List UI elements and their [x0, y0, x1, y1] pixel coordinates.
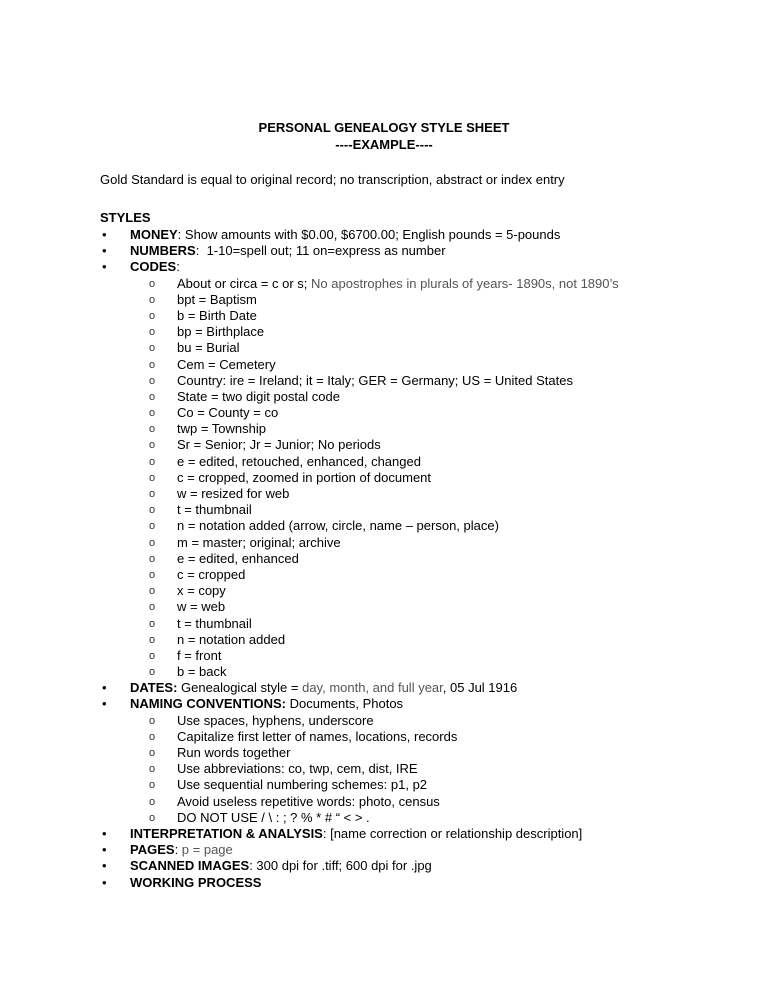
bullet-item — [100, 826, 720, 842]
sub-bullet-item — [100, 405, 720, 421]
document-title: PERSONAL GENEALOGY STYLE SHEET — [258, 120, 510, 135]
circle-bullet-icon: o — [149, 536, 156, 549]
item-text: f = front — [177, 647, 222, 663]
sub-bullet-item — [100, 470, 720, 486]
sub-bullet-item — [100, 745, 720, 761]
item-text: n = notation added (arrow, circle, name – person, place) — [177, 518, 499, 534]
circle-bullet-icon: o — [149, 730, 156, 743]
sub-bullet-item — [100, 599, 720, 615]
sub-bullet-item — [100, 373, 720, 389]
item-text: Capitalize first letter of names, locations, records — [177, 728, 458, 744]
circle-bullet-icon: o — [149, 390, 156, 403]
item-text: e = edited, enhanced — [177, 550, 299, 566]
bullet-icon: • — [102, 696, 107, 712]
item-text: : 1-10=spell out; 11 on=express as number — [195, 243, 446, 259]
sub-bullet-item — [100, 535, 720, 551]
circle-bullet-icon: o — [149, 666, 156, 679]
item-text: t = thumbnail — [177, 502, 252, 518]
bullet-item — [100, 243, 720, 259]
circle-bullet-icon: o — [149, 407, 156, 420]
sub-bullet-item — [100, 421, 720, 437]
sub-bullet-item — [100, 340, 720, 356]
circle-bullet-icon: o — [149, 714, 156, 727]
item-label: INTERPRETATION & ANALYSIS — [130, 825, 323, 841]
sub-bullet-item — [100, 324, 720, 340]
sub-bullet-item — [100, 648, 720, 664]
sub-bullet-item — [100, 518, 720, 534]
item-text: Run words together — [177, 745, 291, 760]
bullet-item — [100, 842, 720, 858]
circle-bullet-icon: o — [149, 552, 156, 565]
sub-bullet-item — [100, 777, 720, 793]
bullet-icon: • — [102, 874, 107, 890]
sub-bullet-item — [100, 567, 720, 583]
bullet-item — [100, 259, 720, 275]
item-text: Avoid useless repetitive words: photo, census — [177, 793, 440, 809]
circle-bullet-icon: o — [149, 811, 156, 824]
item-text: bu = Burial — [177, 340, 240, 356]
styles-list — [100, 227, 720, 891]
item-text: : 300 dpi for .tiff; 600 dpi for .jpg — [249, 858, 432, 874]
item-text: : — [174, 842, 182, 858]
item-text: n = notation added — [177, 631, 286, 647]
item-text: m = master; original; archive — [177, 534, 341, 550]
item-text: t = thumbnail — [177, 615, 252, 631]
sub-bullet-item — [100, 357, 720, 373]
sub-bullet-item — [100, 389, 720, 405]
item-text: bp = Birthplace — [177, 324, 265, 340]
circle-bullet-icon: o — [149, 585, 156, 598]
sub-bullet-item — [100, 437, 720, 453]
item-label: PAGES — [130, 842, 175, 858]
bullet-item — [100, 875, 720, 891]
circle-bullet-icon: o — [149, 795, 156, 808]
circle-bullet-icon: o — [149, 471, 156, 484]
circle-bullet-icon: o — [149, 423, 156, 436]
circle-bullet-icon: o — [149, 342, 156, 355]
item-text: Country: ire = Ireland; it = Italy; GER = Germany; US = United States — [177, 372, 573, 388]
sub-bullet-item — [100, 454, 720, 470]
item-text: DO NOT USE / \ : ; ? % * # “ < > . — [177, 809, 370, 825]
item-text: : Show amounts with $0.00, $6700.00; English pounds = 5-pounds — [177, 227, 561, 242]
bullet-icon: • — [102, 858, 107, 874]
item-text: No apostrophes in plurals of years- 1890s, not 1890’s — [311, 275, 619, 291]
bullet-icon: • — [102, 825, 107, 841]
sub-bullet-item — [100, 713, 720, 729]
sub-bullet-item — [100, 616, 720, 632]
item-text: : [name correction or relationship description] — [322, 825, 583, 841]
circle-bullet-icon: o — [149, 520, 156, 533]
sub-bullet-item — [100, 794, 720, 810]
sub-bullet-item — [100, 761, 720, 777]
circle-bullet-icon: o — [149, 649, 156, 662]
circle-bullet-icon: o — [149, 747, 156, 759]
circle-bullet-icon: o — [149, 374, 156, 387]
item-text: Use abbreviations: co, twp, cem, dist, IRE — [177, 761, 418, 777]
circle-bullet-icon: o — [149, 293, 156, 306]
item-text: Cem = Cemetery — [177, 356, 276, 372]
sub-bullet-item — [100, 486, 720, 502]
circle-bullet-icon: o — [149, 277, 156, 290]
item-text: Use sequential numbering schemes: p1, p2 — [177, 777, 428, 793]
item-text: w = web — [177, 599, 226, 615]
sub-bullet-item — [100, 502, 720, 518]
sub-bullet-item — [100, 583, 720, 599]
item-label: NAMING CONVENTIONS: — [130, 696, 286, 712]
circle-bullet-icon: o — [149, 455, 156, 468]
bullet-icon: • — [102, 259, 107, 275]
circle-bullet-icon: o — [149, 488, 156, 500]
document-subtitle: ----EXAMPLE---- — [335, 137, 433, 152]
bullet-item — [100, 858, 720, 874]
sub-bullet-item — [100, 308, 720, 324]
sub-bullet-item — [100, 810, 720, 826]
item-text: : — [176, 259, 180, 275]
section-heading: STYLES — [100, 210, 151, 225]
item-text: Documents, Photos — [286, 696, 404, 712]
item-text: day, month, and full year — [302, 680, 443, 696]
circle-bullet-icon: o — [149, 617, 156, 630]
item-label: DATES: — [130, 680, 178, 696]
item-text: About or circa = c or s; — [177, 275, 312, 291]
item-text: e = edited, retouched, enhanced, changed — [177, 453, 421, 469]
item-text: Use spaces, hyphens, underscore — [177, 712, 374, 728]
bullet-item — [100, 696, 720, 712]
bullet-icon: • — [102, 243, 107, 259]
item-text: , 05 Jul 1916 — [442, 680, 518, 696]
circle-bullet-icon: o — [149, 601, 156, 614]
circle-bullet-icon: o — [149, 568, 156, 581]
sub-bullet-item — [100, 276, 720, 292]
circle-bullet-icon: o — [149, 763, 156, 776]
item-label: NUMBERS — [130, 243, 196, 259]
item-text: c = cropped — [177, 566, 246, 582]
item-text: Co = County = co — [177, 405, 279, 421]
item-text: b = Birth Date — [177, 307, 257, 323]
circle-bullet-icon: o — [149, 358, 156, 371]
item-text: Genealogical style = — [177, 680, 303, 696]
item-text: c = cropped, zoomed in portion of document — [177, 469, 432, 485]
item-label: MONEY — [130, 227, 178, 242]
circle-bullet-icon: o — [149, 504, 156, 517]
bullet-icon: • — [102, 842, 107, 858]
circle-bullet-icon: o — [149, 779, 156, 792]
item-label: SCANNED IMAGES — [130, 858, 250, 874]
item-text: b = back — [177, 664, 227, 680]
sub-bullet-item — [100, 292, 720, 308]
circle-bullet-icon: o — [149, 326, 156, 339]
item-text: x = copy — [177, 583, 226, 599]
item-label: CODES — [130, 259, 177, 275]
bullet-item — [100, 680, 720, 696]
sub-bullet-item — [100, 551, 720, 567]
sub-bullet-item — [100, 632, 720, 648]
bullet-item — [100, 227, 720, 243]
item-text: w = resized for web — [177, 486, 290, 501]
sub-bullet-item — [100, 664, 720, 680]
item-text: p = page — [181, 842, 233, 858]
circle-bullet-icon: o — [149, 309, 156, 322]
bullet-icon: • — [102, 227, 107, 242]
sub-bullet-item — [100, 729, 720, 745]
intro-paragraph: Gold Standard is equal to original record; no transcription, abstract or index entry — [100, 172, 565, 187]
item-label: WORKING PROCESS — [130, 874, 262, 890]
item-text: Sr = Senior; Jr = Junior; No periods — [177, 437, 381, 453]
item-text: twp = Township — [177, 421, 267, 437]
item-text: State = two digit postal code — [177, 388, 340, 404]
bullet-icon: • — [102, 680, 107, 696]
circle-bullet-icon: o — [149, 439, 156, 452]
item-text: bpt = Baptism — [177, 291, 257, 307]
circle-bullet-icon: o — [149, 633, 156, 646]
